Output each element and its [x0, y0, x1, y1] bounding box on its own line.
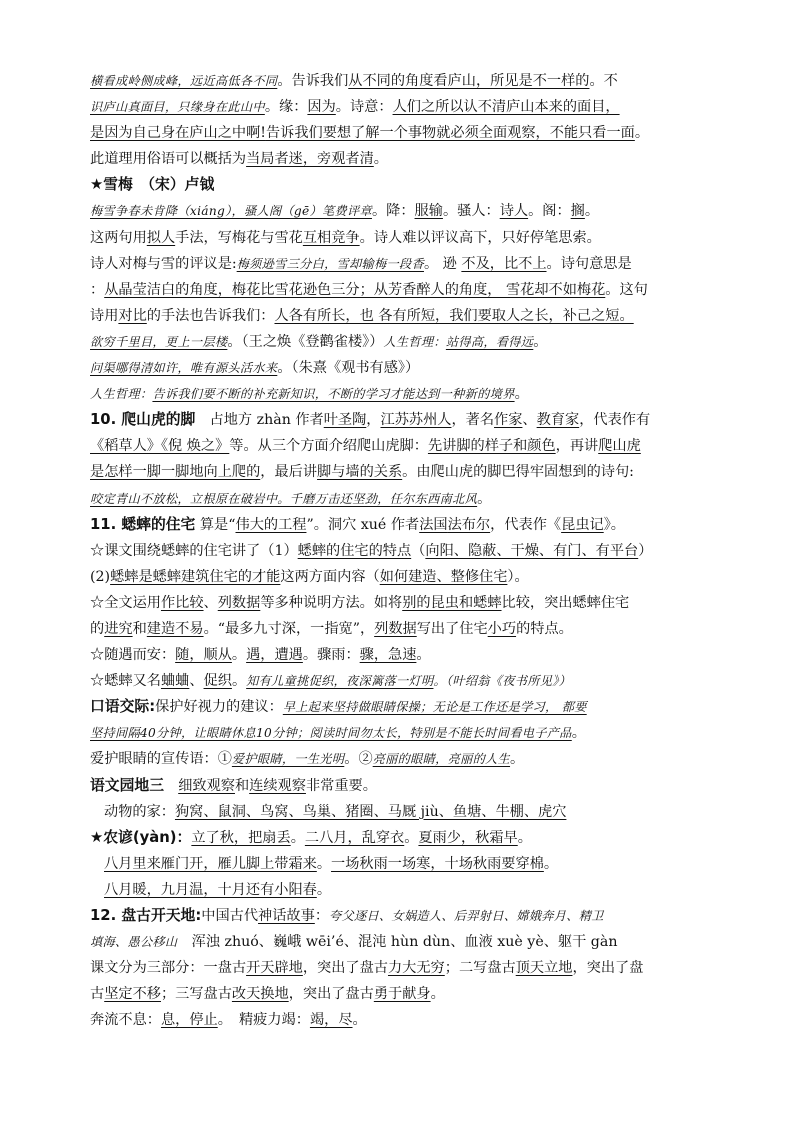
text-line: [90, 642, 704, 668]
quote-text: 横看成岭侧成峰，远近高低各不同: [90, 74, 278, 88]
text-segment: ☆随遇而安：: [90, 647, 176, 664]
text-segment: 。: [543, 855, 559, 872]
text-segment: 连续观察: [249, 777, 306, 794]
text-segment: ，再讲: [555, 438, 599, 455]
text-segment: 。: [584, 203, 600, 220]
text-segment: 和: [132, 620, 147, 637]
text-segment: 二八月，乱穿衣: [304, 829, 405, 846]
text-segment: 别的昆虫和蟋蟀: [402, 594, 502, 611]
text-segment: 作比较: [160, 594, 204, 611]
text-segment: 。: [477, 490, 492, 507]
text-line: [90, 851, 704, 877]
text-segment: 浑浊 zhuó、巍峨 wēi’é、混沌 hùn dùn、血液 xuè yè、躯干 gàn: [177, 934, 618, 951]
text-segment: 古: [90, 986, 105, 1003]
text-line: [90, 720, 704, 746]
text-line: [90, 68, 704, 94]
text-segment: 。诗人难以评议高下，只好停笔思索。: [359, 229, 601, 246]
text-segment: 此道理用俗语可以概括为: [90, 151, 247, 168]
text-segment: 写出了住宅: [416, 620, 488, 637]
text-segment: 狗窝、鼠洞、鸟窝、鸟巢、猪圈、马厩 jiù、鱼塘、牛棚、虎穴: [174, 803, 567, 820]
text-line: [90, 225, 704, 251]
text-segment: 人们之所以认不清庐山本来的面目，: [392, 99, 620, 116]
text-line: [90, 955, 704, 981]
text-line: [90, 746, 704, 772]
text-segment: 。: [231, 647, 247, 664]
text-line: [90, 355, 704, 381]
text-segment: 细致观察: [178, 777, 235, 794]
text-segment: ：: [90, 281, 105, 298]
text-line: [90, 329, 704, 355]
text-segment: ；三写盘古: [160, 986, 232, 1003]
text-line: [90, 459, 704, 485]
text-segment: 息，停止: [160, 1012, 218, 1029]
text-segment: 。: [416, 647, 431, 664]
text-line: [90, 198, 704, 224]
text-line: [90, 433, 704, 459]
text-line: [90, 120, 704, 146]
text-line: [90, 1007, 704, 1033]
text-line: [90, 486, 704, 512]
text-line: [90, 929, 704, 955]
text-segment: 保护好视力的建议：: [155, 699, 283, 716]
text-segment: ☆课文围绕蟋蟀的住宅讲了（1）: [90, 542, 298, 559]
text-segment: 。“最多九寸深，一指宽”，: [203, 620, 375, 637]
text-segment: 比较，突出蟋蟀住宅: [501, 594, 630, 611]
text-segment: 促织: [203, 673, 232, 690]
text-segment: 立了秋，把扇丢: [191, 829, 291, 846]
text-segment: 对比: [118, 307, 147, 324]
quote-text: 填海、愚公移山: [90, 935, 178, 950]
text-segment: 。: [514, 386, 529, 403]
text-segment: 如何建造、整修住宅: [379, 568, 508, 585]
text-segment: 列数据: [374, 620, 417, 637]
text-segment: 动物的家：: [104, 803, 175, 820]
text-segment: 是因为自己身在庐山之中啊!: [90, 125, 266, 142]
quote-text: 问渠哪得清如许，唯有源头活水来: [90, 361, 278, 376]
text-segment: 。阁：: [528, 203, 571, 220]
text-line: [90, 616, 704, 642]
text-segment: 叶圣陶: [323, 412, 367, 429]
quote-text: 早上起来坚持做眼睛保操；无论是工作还是学习， 都要: [282, 700, 587, 715]
text-segment: 。: [352, 1012, 367, 1029]
text-line: [90, 825, 704, 851]
text-segment: 爬山虎: [598, 438, 641, 455]
text-segment: 。: [404, 829, 419, 846]
text-segment: 《稻草人》《倪 焕之》: [90, 438, 230, 455]
text-segment: 拟人: [146, 229, 176, 246]
text-segment: ，最后讲: [260, 464, 318, 481]
text-segment: 。: [316, 855, 332, 872]
text-segment: 。不: [589, 73, 618, 89]
text-segment: 是怎样一脚一脚地向上爬的: [90, 464, 261, 481]
text-line: [90, 94, 704, 120]
text-segment: 。诗句意思是: [546, 255, 632, 272]
text-segment: 昆虫记: [561, 516, 604, 533]
text-segment: 顶天立地: [515, 960, 573, 977]
text-line: [90, 877, 704, 903]
text-segment: 服输: [414, 203, 443, 220]
text-segment: 中国古代: [201, 908, 259, 924]
quote-text: 夸父逐日、女娲造人、后羿射日、嫦娥奔月、精卫: [329, 909, 604, 923]
text-segment: ，突出了盘古: [288, 986, 374, 1003]
text-segment: 这两方面内容（: [280, 568, 380, 585]
text-segment: ）。: [507, 568, 529, 585]
text-segment: 坚定不移: [104, 986, 161, 1003]
text-segment: 先讲脚的样子和颜色: [427, 438, 556, 455]
text-segment: 向阳、隐蔽、干燥、有门、有平台: [425, 542, 639, 559]
quote-text: 知有儿童挑促织，夜深篱落一灯明: [246, 674, 434, 689]
text-segment: 的: [90, 620, 105, 637]
text-segment: ，突出了盘古: [302, 960, 388, 977]
text-segment: 随，顺从: [175, 647, 232, 664]
text-segment: 改天换地: [231, 986, 289, 1003]
text-line: [90, 146, 704, 172]
text-segment: 告诉我们要想了解一个事物就必须全面观察，不能只看一面: [265, 125, 635, 142]
text-segment: ，: [366, 412, 381, 429]
text-line: [90, 799, 704, 825]
text-segment: (2): [90, 568, 111, 585]
text-line: [90, 381, 704, 407]
text-segment: 占地方 zhàn 作者: [195, 412, 324, 429]
text-segment: 。: [290, 829, 305, 846]
text-segment: ，突出了盘: [572, 960, 644, 977]
text-segment: 。: [316, 881, 332, 898]
quote-text: 站得高，看得远: [445, 334, 534, 349]
section-heading: ★雪梅 （宋）卢钺: [90, 176, 215, 194]
text-line: [90, 538, 704, 564]
section-heading: 语文园地三: [90, 776, 164, 794]
quote-text: 咬定青山不放松，立根原在破岩中。千磨万击还坚劲，任尔东西南北风: [90, 491, 478, 506]
text-segment: ）: [638, 542, 653, 559]
text-segment: 、: [203, 594, 218, 611]
text-segment: 。骚人：: [442, 203, 500, 220]
text-segment: 、: [522, 412, 537, 429]
text-segment: 这两句用: [90, 229, 147, 246]
quote-text: 坚持间隔40分钟，让眼睛休息10分钟；阅读时间勿太长，特别是不能长时间看电子产品: [90, 726, 572, 741]
text-segment: 。: [571, 725, 586, 742]
text-segment: 奔流不息：: [90, 1012, 161, 1029]
text-segment: 力大无穷: [387, 960, 445, 977]
text-segment: 蟋蟀的住宅的特点: [297, 542, 412, 559]
text-segment: 手法，写梅花与雪花: [175, 229, 303, 246]
text-segment: 八月里来雁门开，雁儿脚上带霜来: [104, 855, 317, 872]
section-heading: 10. 爬山虎的脚: [90, 411, 196, 429]
text-segment: 。 精疲力竭：: [217, 1012, 310, 1029]
text-segment: 。（朱熹《观书有感》）: [277, 360, 420, 377]
text-segment: 。②: [344, 751, 373, 768]
text-segment: 小巧: [487, 620, 517, 637]
text-segment: 。（王之焕《登鹳雀楼》）: [227, 333, 384, 350]
quote-text: 人生哲理：: [90, 387, 153, 402]
text-segment: ☆全文运用: [90, 594, 161, 611]
text-line: [90, 251, 704, 277]
text-segment: ”。洞穴 xué 作者: [306, 516, 420, 533]
text-segment: 不及，比不上: [461, 255, 547, 272]
text-segment: 诗人: [499, 203, 529, 220]
text-segment: 等。从三个方面介绍爬山虎脚：: [229, 438, 428, 455]
quote-text: 识庐山真面目，只缘身在此山中: [90, 100, 265, 115]
text-segment: 遇，遭遇: [246, 647, 303, 664]
text-segment: 。: [510, 751, 525, 768]
section-heading: 口语交际:: [90, 698, 156, 716]
text-segment: 脚与墙的关系: [317, 464, 403, 481]
text-segment: ，代表作《: [490, 516, 562, 533]
text-segment: 骤，急速: [359, 647, 417, 664]
text-line: [90, 277, 704, 303]
text-segment: 伟大的工程: [235, 516, 307, 533]
text-line: [90, 903, 704, 929]
text-segment: 开天辟地: [246, 960, 303, 977]
text-segment: 蟋蟀是蟋蟀建筑住宅的才能: [110, 568, 281, 585]
text-segment: 等多种说明方法。如将: [260, 594, 403, 611]
text-line: [90, 303, 704, 329]
text-line: [90, 773, 704, 799]
text-segment: 建造不易: [146, 620, 204, 637]
text-segment: ，代表作有: [579, 412, 651, 429]
section-heading: 12. 盘古开天地:: [90, 907, 202, 924]
text-segment: 诗用: [90, 307, 119, 324]
text-segment: 。: [517, 829, 532, 846]
text-segment: 诗人对梅与雪的评议是:: [90, 255, 237, 272]
text-segment: 。诗意：: [335, 99, 393, 116]
text-segment: 教育家: [536, 412, 580, 429]
text-segment: 列数据: [217, 594, 261, 611]
text-segment: 互相竞争: [302, 229, 360, 246]
text-segment: 进究: [104, 620, 133, 637]
text-segment: 作家: [494, 412, 523, 429]
quote-text: 亮丽的眼睛，亮丽的人生: [372, 752, 511, 767]
text-line: [90, 172, 704, 198]
text-segment: 竭，尽: [309, 1012, 353, 1029]
text-segment: 。由爬山虎的脚巴得牢固想到的诗句:: [402, 464, 634, 481]
text-segment: 蛐蛐: [160, 673, 190, 690]
text-segment: ；二写盘古: [444, 960, 516, 977]
text-segment: 从晶莹洁白的角度，梅花比雪花逊色三分；从芳香醉人的角度， 雪花却不如梅花: [104, 281, 606, 298]
text-segment: 勇于献身: [373, 986, 431, 1003]
text-segment: ☆蟋蟀又名: [90, 673, 161, 690]
text-segment: 从不同的角度看庐山，所见是不一样的: [348, 73, 590, 89]
text-segment: 。: [634, 125, 650, 142]
text-line: [90, 981, 704, 1007]
text-line: [90, 407, 704, 433]
text-segment: 。: [373, 151, 388, 168]
text-segment: 因为: [307, 99, 336, 116]
section-heading: 11. 蟋蟀的住宅: [90, 515, 196, 533]
text-segment: 非常重要。: [305, 777, 377, 794]
text-segment: 算是“: [195, 516, 236, 533]
quote-text: 梅须逊雪三分白，雪却输梅一段香: [236, 256, 424, 271]
text-segment: 一场秋雨一场寒，十场秋雨要穿棉: [331, 855, 544, 872]
text-segment: （: [411, 542, 426, 559]
text-segment: 。降：: [371, 203, 415, 220]
text-segment: [164, 778, 178, 794]
text-line: [90, 694, 704, 720]
text-segment: 。 逊: [423, 255, 462, 272]
text-segment: 的手法也告诉我们：: [146, 307, 275, 324]
quote-text: 。（叶绍翁《夜书所见》）: [433, 674, 572, 689]
document-page: [90, 68, 704, 1033]
text-segment: 八月暖，九月温，十月还有小阳春: [104, 881, 317, 898]
text-segment: 爱护眼睛的宣传语：①: [90, 751, 232, 768]
text-segment: 法布尔: [447, 516, 491, 533]
text-segment: 课文分为三部分：一盘古: [90, 960, 247, 977]
quote-text: 人生哲理：: [383, 334, 446, 349]
text-segment: ：: [314, 908, 330, 924]
text-segment: 人各有所长，也 各有所短，我们要取人之长，补己之短。: [274, 307, 634, 324]
text-segment: 夏雨少，秋霜早: [418, 829, 518, 846]
quote-text: 告诉我们要不断的补充新知识，不断的学习才能达到一种新的境界: [152, 387, 515, 402]
text-segment: 法国: [419, 516, 448, 533]
text-line: [90, 590, 704, 616]
text-segment: 、: [189, 673, 204, 690]
section-heading: ★农谚(yàn)：: [90, 828, 192, 846]
text-segment: 。: [533, 333, 548, 350]
quote-text: 梅雪争春未肯降（xiáng），骚人阁（gē）笔费评章: [90, 204, 372, 219]
text-segment: ，著名: [451, 412, 495, 429]
text-segment: 》。: [603, 516, 625, 533]
text-line: [90, 564, 704, 590]
text-segment: 。: [430, 986, 445, 1003]
text-segment: 。这句: [605, 281, 648, 298]
text-segment: 。缘：: [264, 99, 308, 116]
text-line: [90, 668, 704, 694]
text-segment: 当局者迷，旁观者清: [246, 151, 374, 168]
quote-text: 欲穷千里目，更上一层楼: [90, 334, 228, 349]
text-segment: 江苏苏州人: [380, 412, 452, 429]
text-segment: 的特点。: [516, 620, 573, 637]
text-segment: 和: [234, 777, 250, 794]
text-line: [90, 512, 704, 538]
text-segment: 。: [231, 673, 247, 690]
text-segment: 神话故事: [258, 908, 315, 924]
text-segment: 。告诉我们: [277, 73, 349, 89]
text-segment: 搁: [570, 203, 585, 220]
text-segment: 。骤雨：: [302, 647, 360, 664]
quote-text: 爱护眼睛，一生光明: [231, 752, 345, 767]
